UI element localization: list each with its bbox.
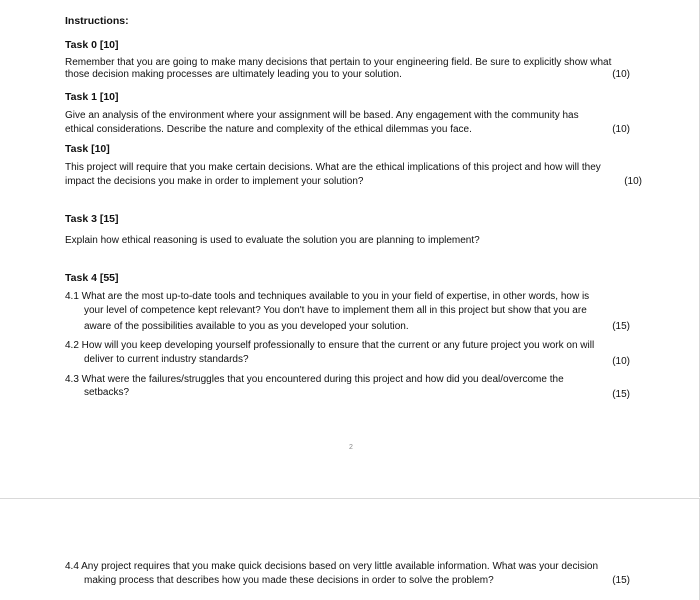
q43-text-line1: 4.3 What were the failures/struggles that you encountered during this project and how did you deal/overcome the [65,374,564,385]
page-number: 2 [349,444,353,451]
q44-text-line2: making process that describes how you made these decisions in order to solve the problem? [84,575,494,586]
task1-mark: (10) [612,124,630,135]
q41-text-line3: aware of the possibilities available to you as you developed your solution. [84,321,409,332]
q43-text-line2: setbacks? [84,387,130,398]
q44-text-line1: 4.4 Any project requires that you make quick decisions based on very little available information. What was your decision [65,561,599,572]
task3-heading: Task 3 [15] [65,213,119,225]
instructions-heading: Instructions: [65,15,129,27]
q44-mark: (15) [612,575,630,586]
q42-mark: (10) [612,356,630,367]
task2-heading: Task [10] [65,143,110,155]
task0-text-line1: Remember that you are going to make many decisions that pertain to your engineering field. Be sure to explicitly show what [65,57,612,68]
q43-mark: (15) [612,389,630,400]
q41-text-line1: 4.1 What are the most up-to-date tools and techniques available to you in your field of expertise, in other words, how is [65,291,590,302]
task0-mark: (10) [612,69,630,80]
q41-mark: (15) [612,321,630,332]
task3-text-line1: Explain how ethical reasoning is used to evaluate the solution you are planning to implement? [65,235,480,246]
q42-text-line1: 4.2 How will you keep developing yourself professionally to ensure that the current or any future project you work on will [65,340,595,351]
q42-text-line2: deliver to current industry standards? [84,354,249,365]
task1-heading: Task 1 [10] [65,91,119,103]
task1-text-line2: ethical considerations. Describe the nature and complexity of the ethical dilemmas you face. [65,124,472,135]
task2-text-line2: impact the decisions you make in order to implement your solution? [65,176,364,187]
task4-heading: Task 4 [55] [65,272,119,284]
task1-text-line1: Give an analysis of the environment where your assignment will be based. Any engagement with the community has [65,110,579,121]
task2-mark: (10) [624,176,642,187]
task0-heading: Task 0 [10] [65,39,119,51]
q41-text-line2: your level of competence kept relevant? You don't have to implement them all in this project but show that you are [84,305,587,316]
task0-text-line2: those decision making processes are ultimately leading you to your solution. [65,69,402,80]
task2-text-line1: This project will require that you make certain decisions. What are the ethical implications of this project and how will they [65,162,601,173]
